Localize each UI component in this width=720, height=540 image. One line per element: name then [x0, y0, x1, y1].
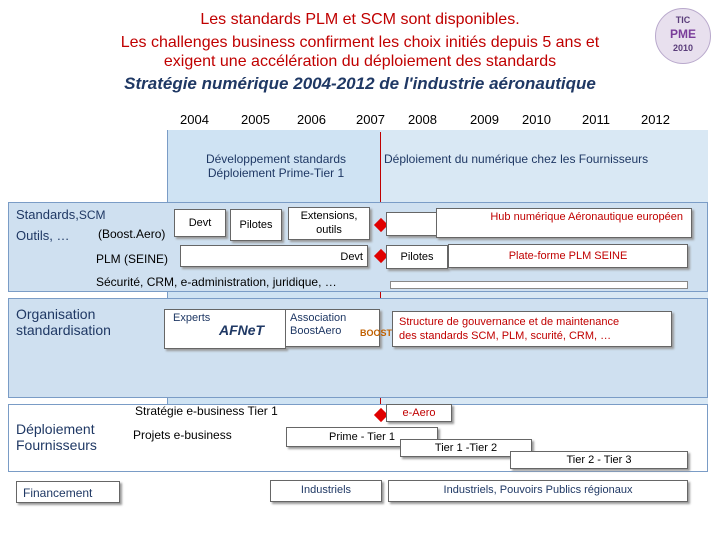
deploiement-title-1: Déploiement — [16, 421, 95, 437]
year-2006: 2006 — [297, 112, 326, 127]
standards-devt-box: Devt — [174, 209, 226, 237]
strategie-label: Stratégie e-business Tier 1 — [135, 404, 278, 418]
phase-right-label: Déploiement du numérique chez les Fournisseurs — [384, 152, 649, 166]
securite-label: Sécurité, CRM, e-administration, juridique, … — [96, 275, 337, 289]
plm-devt-box: Devt — [180, 245, 368, 267]
org-title-1: Organisation — [16, 306, 96, 322]
phase-left-line-2: Déploiement Prime-Tier 1 — [207, 166, 345, 180]
org-title-2: standardisation — [16, 322, 111, 338]
association-line-1: Association — [290, 312, 347, 324]
securite-bar — [390, 281, 688, 289]
year-2010: 2010 — [522, 112, 551, 127]
standards-tools: Outils, … — [16, 228, 70, 243]
logo-text-1: TIC — [675, 15, 691, 25]
industriels-box: Industriels — [270, 480, 382, 502]
tier2-tier3-box: Tier 2 - Tier 3 — [510, 451, 688, 469]
standards-scm: SCM — [78, 208, 106, 222]
structure-line-2: des standards SCM, PLM, scurité, CRM, … — [399, 330, 612, 342]
association-line-2: BoostAero — [290, 325, 342, 337]
afnet-logo: AFNeT — [219, 322, 265, 338]
year-2007: 2007 — [356, 112, 385, 127]
plm-pilotes-box: Pilotes — [386, 245, 448, 269]
boost-logo: BOOST — [360, 328, 393, 338]
standards-title: Standards, — [16, 207, 79, 222]
structure-line-1: Structure de gouvernance et de maintenance — [399, 316, 620, 328]
header-line-2: Les challenges business confirment les choix initiés depuis 5 ans et — [120, 34, 600, 51]
tic-pme-logo — [655, 8, 711, 64]
deploiement-title-2: Fournisseurs — [16, 437, 97, 453]
standards-pilotes-box: Pilotes — [230, 209, 282, 241]
header-line-3: exigent une accélération du déploiement des standards — [163, 53, 557, 70]
tier1-tier2-box: Tier 1 -Tier 2 — [400, 439, 532, 457]
financement-box: Financement — [16, 481, 120, 503]
year-2008: 2008 — [408, 112, 437, 127]
page-title: Stratégie numérique 2004-2012 de l'industrie aéronautique — [124, 74, 596, 93]
prime-tier1-box: Prime - Tier 1 — [286, 427, 438, 447]
experts-box — [164, 309, 286, 349]
standards-extensions-box: Extensions, outils — [288, 207, 370, 240]
standards-hub-box: Hub numérique Aéronautique européen — [436, 208, 692, 238]
year-2011: 2011 — [582, 112, 610, 127]
year-2004: 2004 — [180, 112, 209, 127]
phase-left-line-1: Développement standards — [205, 152, 347, 166]
year-2005: 2005 — [241, 112, 270, 127]
year-2012: 2012 — [641, 112, 670, 127]
plateforme-box: Plate-forme PLM SEINE — [448, 244, 688, 268]
experts-label: Experts — [173, 312, 211, 324]
header-line-1: Les standards PLM et SCM sont disponibles. — [200, 11, 520, 28]
projets-label: Projets e-business — [133, 428, 232, 442]
plm-seine-label: PLM (SEINE) — [96, 252, 169, 266]
year-2009: 2009 — [470, 112, 499, 127]
structure-box — [392, 311, 672, 347]
regionaux-box: Industriels, Pouvoirs Publics régionaux — [388, 480, 688, 502]
standards-boost: (Boost.Aero) — [98, 227, 166, 241]
eaero-box: e-Aero — [386, 404, 452, 422]
logo-text-3: 2010 — [672, 43, 694, 53]
logo-text-2: PME — [669, 27, 696, 41]
